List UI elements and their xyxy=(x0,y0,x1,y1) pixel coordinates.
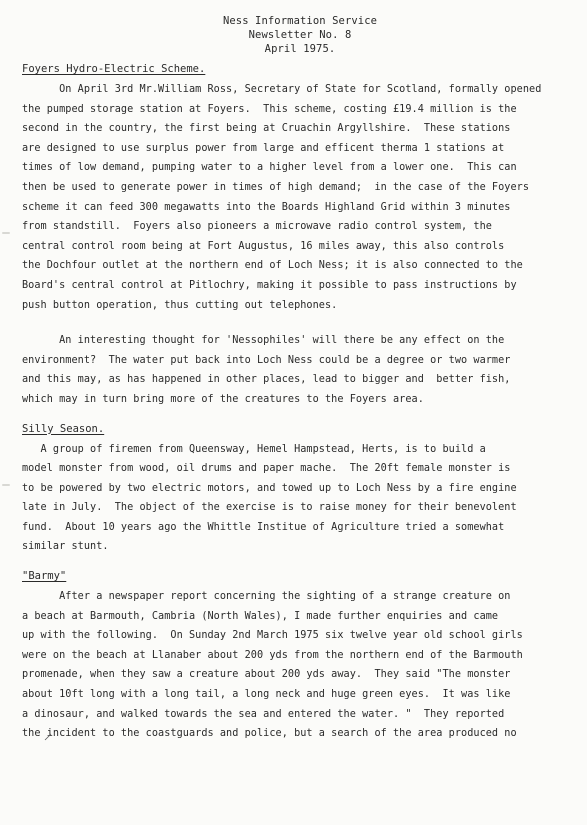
paragraph xyxy=(22,587,570,744)
text-line: fund. About 10 years ago the Whittle Institue of Agriculture tried a somewhat xyxy=(22,521,505,533)
text-line: up with the following. On Sunday 2nd March 1975 six twelve year old school girls xyxy=(22,630,523,642)
text-line: environment? The water put back into Loch Ness could be a degree or two warmer xyxy=(22,354,511,366)
margin-mark xyxy=(2,484,10,486)
section-barmy xyxy=(22,569,570,744)
publisher-name: Ness Information Service xyxy=(222,15,378,27)
text-line: about 10ft long with a long tail, a long neck and huge green eyes. It was like xyxy=(22,689,511,701)
text-line: which may in turn bring more of the creatures to the Foyers area. xyxy=(22,393,424,405)
text-line: and this may, as has happened in other places, lead to bigger and better fish, xyxy=(22,374,511,386)
text-line: from standstill. Foyers also pioneers a microwave radio control system, the xyxy=(22,221,492,233)
text-line: late in July. The object of the exercise is to raise money for their benevolent xyxy=(22,502,517,514)
text-line: the Dochfour outlet at the northern end of Loch Ness; it is also connected to the xyxy=(22,260,523,272)
text-line: a beach at Barmouth, Cambria (North Wales), I made further enquiries and came xyxy=(22,610,499,622)
newsletter-date: April 1975. xyxy=(264,43,336,55)
text-line: A group of firemen from Queensway, Hemel Hampstead, Herts, is to build a xyxy=(22,443,486,455)
text-line: the incident to the coastguards and police, but a search of the area produced no xyxy=(22,728,517,740)
text-line: push button operation, thus cutting out telephones. xyxy=(22,299,338,311)
text-line: to be powered by two electric motors, and towed up to Loch Ness by a fire engine xyxy=(22,482,517,494)
text-line: are designed to use surplus power from large and efficent therma 1 stations at xyxy=(22,142,505,154)
paragraph xyxy=(22,80,570,315)
text-line: An interesting thought for 'Nessophiles' will there be any effect on the xyxy=(22,335,505,347)
pen-mark xyxy=(44,733,52,741)
section-heading: "Barmy" xyxy=(22,570,67,583)
text-line: the pumped storage station at Foyers. This scheme, costing £19.4 million is the xyxy=(22,103,517,115)
text-line: scheme it can feed 300 megawatts into the Boards Highland Grid within 3 minutes xyxy=(22,201,511,213)
text-line: central control room being at Fort Augustus, 16 miles away, this also controls xyxy=(22,240,505,252)
section-heading: Foyers Hydro-Electric Scheme. xyxy=(22,63,206,75)
text-line: second in the country, the first being at Cruachin Argyllshire. These stations xyxy=(22,123,511,135)
newsletter-number: Newsletter No. 8 xyxy=(248,29,352,41)
text-line: were on the beach at Llanaber about 200 yds from the northern end of the Barmouth xyxy=(22,649,523,661)
section-foyers xyxy=(22,62,570,410)
margin-mark xyxy=(2,232,10,234)
text-line: On April 3rd Mr.William Ross, Secretary of State for Scotland, formally opened xyxy=(22,84,542,95)
paragraph xyxy=(22,331,570,409)
text-line: similar stunt. xyxy=(22,541,109,553)
newsletter-header xyxy=(200,14,400,56)
text-line: then be used to generate power in times of high demand; in the case of the Foyers xyxy=(22,181,530,193)
text-line: After a newspaper report concerning the sighting of a strange creature on xyxy=(22,591,511,603)
paragraph xyxy=(22,440,570,558)
text-line: times of low demand, pumping water to a higher level from a lower one. This can xyxy=(22,162,517,174)
newsletter-body xyxy=(22,62,570,744)
text-line: Board's central control at Pitlochry, making it possible to pass instructions by xyxy=(22,279,517,291)
text-line: promenade, when they saw a creature about 200 yds away. They said "The monster xyxy=(22,669,511,681)
text-line: a dinosaur, and walked towards the sea and entered the water. " They reported xyxy=(22,708,505,720)
section-heading: Silly Season. xyxy=(22,422,105,435)
text-line: model monster from wood, oil drums and paper mache. The 20ft female monster is xyxy=(22,463,511,475)
section-silly-season xyxy=(22,422,570,558)
